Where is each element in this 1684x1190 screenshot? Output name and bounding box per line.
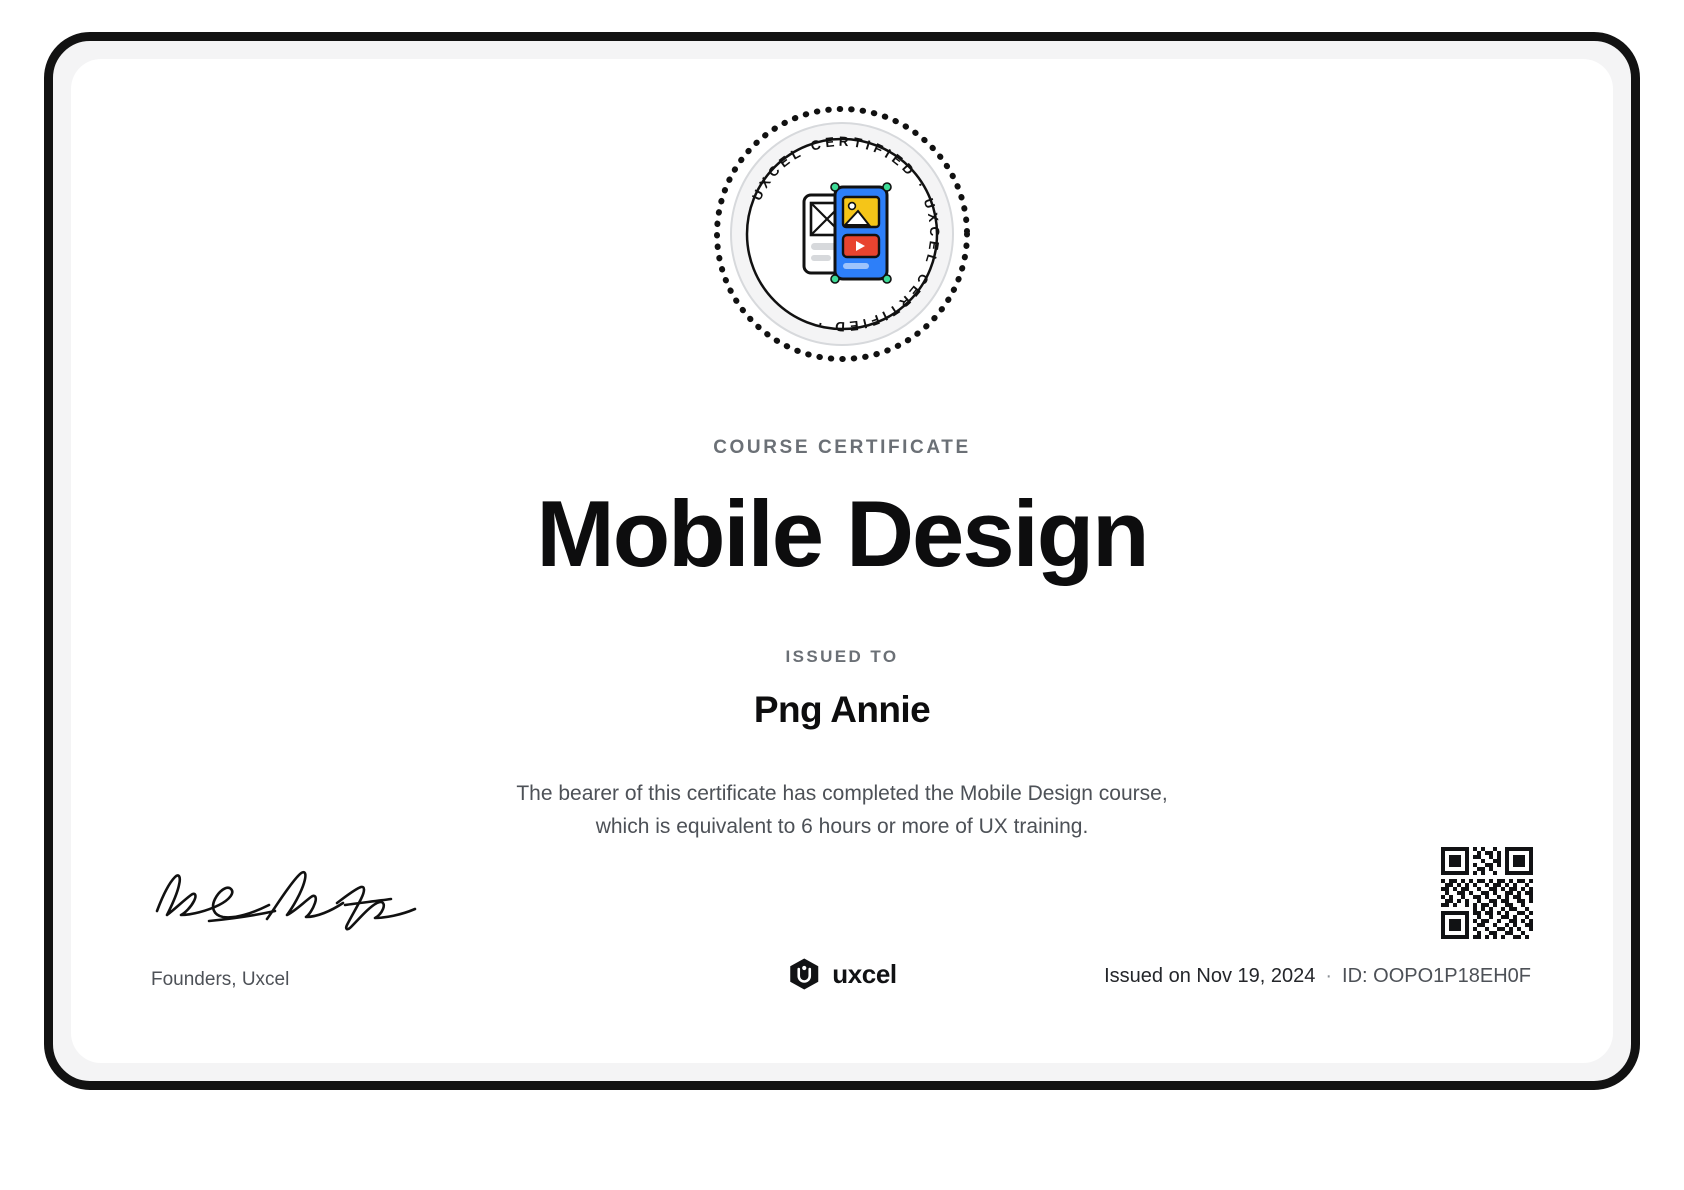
certificate-frame [44, 32, 1640, 1090]
founders-label: Founders, Uxcel [151, 969, 290, 990]
mobile-design-badge-icon [707, 99, 977, 369]
svg-text:UXCEL CERTIFIED · UXCEL CERTIF: UXCEL CERTIFIED · UXCEL CERTIFIED · [749, 133, 943, 335]
description-line-1: The bearer of this certificate has completed the Mobile Design course, [516, 782, 1168, 805]
certificate-eyebrow: COURSE CERTIFICATE [713, 437, 971, 458]
certificate-description [71, 777, 1613, 843]
certificate-card [71, 59, 1613, 1063]
course-title: Mobile Design [536, 481, 1148, 586]
uxcel-logo-icon [787, 957, 821, 991]
qr-code[interactable] [1441, 847, 1533, 939]
issue-metadata [1104, 965, 1531, 988]
brand-name: uxcel [832, 958, 897, 989]
certificate-id: ID: OOPO1P18EH0F [1342, 965, 1531, 987]
description-line-2: which is equivalent to 6 hours or more of UX training. [595, 815, 1089, 838]
issued-to-label: ISSUED TO [785, 647, 899, 666]
issued-on-date: Issued on Nov 19, 2024 [1104, 965, 1316, 987]
founders-signature [149, 859, 439, 939]
meta-separator: · [1325, 965, 1333, 987]
certified-seal [707, 99, 977, 369]
recipient-name: Png Annie [753, 689, 931, 730]
brand-lockup [787, 957, 897, 991]
